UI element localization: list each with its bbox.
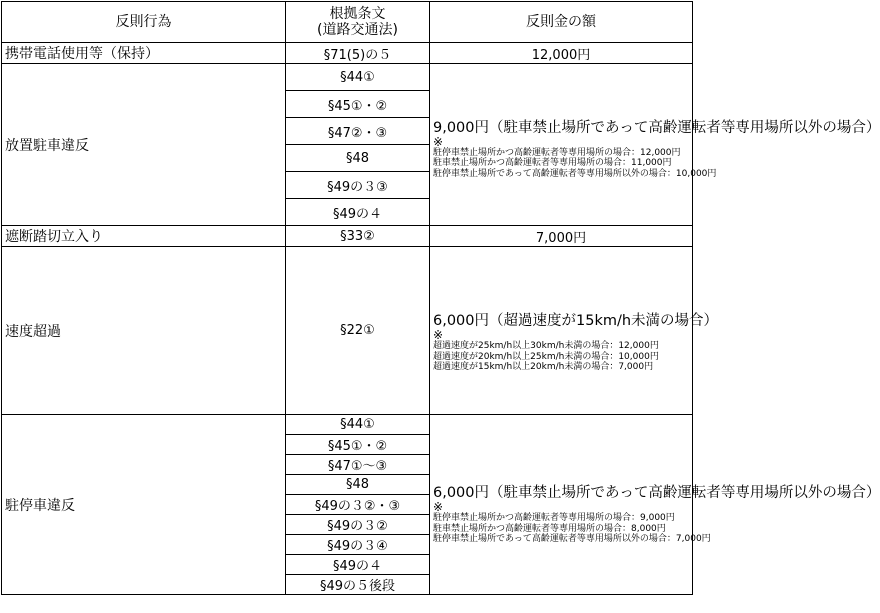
header-law [286,2,430,43]
act-cell: 駐停車違反 [2,415,286,595]
law-cell: §49の３② [286,515,430,535]
fee-note: 超過速度が25km/h以上30km/h未満の場合：12,000円 [433,341,659,352]
law-cell: §44① [286,64,430,91]
law-cell: §49の５後段 [286,575,430,595]
fee-note: 超過速度が20km/h以上25km/h未満の場合：10,000円 [433,351,659,362]
fee-detail-cell [430,415,880,595]
table-row [2,226,693,247]
law-cell: §47①〜③ [286,455,430,475]
fine-table [1,1,880,595]
law-cell: §49の３③ [286,172,430,199]
law-cell: §49の４ [286,555,430,575]
act-cell: 速度超過 [2,247,286,415]
fee-main: 9,000円（駐車禁止場所であって高齢運転者等専用場所以外の場合） [433,119,880,136]
note-mark: ※ [433,328,444,343]
fee-note: 駐車禁止場所かつ高齢運転者等専用場所の場合：11,000円 [433,158,672,169]
fee-cell: 7,000円 [430,226,693,247]
law-cell: §49の３④ [286,535,430,555]
law-cell: §44① [286,415,430,435]
law-cell: §45①・② [286,435,430,455]
fee-note: 駐停車禁止場所かつ高齢運転者等専用場所の場合：9,000円 [433,513,675,524]
fee-detail-cell [430,64,880,226]
fee-note: 駐車禁止場所かつ高齢運転者等専用場所の場合：8,000円 [433,523,666,534]
law-cell: §49の３②・③ [286,495,430,515]
law-cell: §45①・② [286,91,430,118]
law-cell: §48 [286,145,430,172]
law-cell: §71(5)の５ [286,43,430,64]
table-row [2,415,693,435]
note-mark: ※ [433,134,444,149]
fee-note: 超過速度が15km/h以上20km/h未満の場合：7,000円 [433,362,654,373]
table-row [2,43,693,64]
law-cell: §47②・③ [286,118,430,145]
fee-note: 駐停車禁止場所であって高齢運転者等専用場所以外の場合：7,000円 [433,534,711,545]
table-row [2,64,693,91]
law-cell: §49の４ [286,199,430,226]
law-cell: §33② [286,226,430,247]
law-cell: §22① [286,247,430,415]
note-mark: ※ [433,500,444,515]
act-cell: 遮断踏切立入り [2,226,286,247]
fee-main: 6,000円（駐車禁止場所であって高齢運転者等専用場所以外の場合） [433,485,880,502]
fee-main: 6,000円（超過速度が15km/h未満の場合） [433,313,719,330]
header-fee: 反則金の額 [430,2,693,43]
fee-cell: 12,000円 [430,43,693,64]
header-act: 反則行為 [2,2,286,43]
table-row [2,247,693,415]
act-cell: 携帯電話使用等（保持） [2,43,286,64]
fee-note: 駐停車禁止場所かつ高齢運転者等専用場所の場合：12,000円 [433,147,681,158]
fee-note: 駐停車禁止場所であって高齢運転者等専用場所以外の場合：10,000円 [433,168,717,179]
header-row [2,2,693,43]
header-law-line1: 根拠条文 [329,6,386,22]
header-law-line2: (道路交通法) [317,22,398,38]
fee-detail-cell [430,247,719,415]
law-cell: §48 [286,475,430,495]
act-cell: 放置駐車違反 [2,64,286,226]
